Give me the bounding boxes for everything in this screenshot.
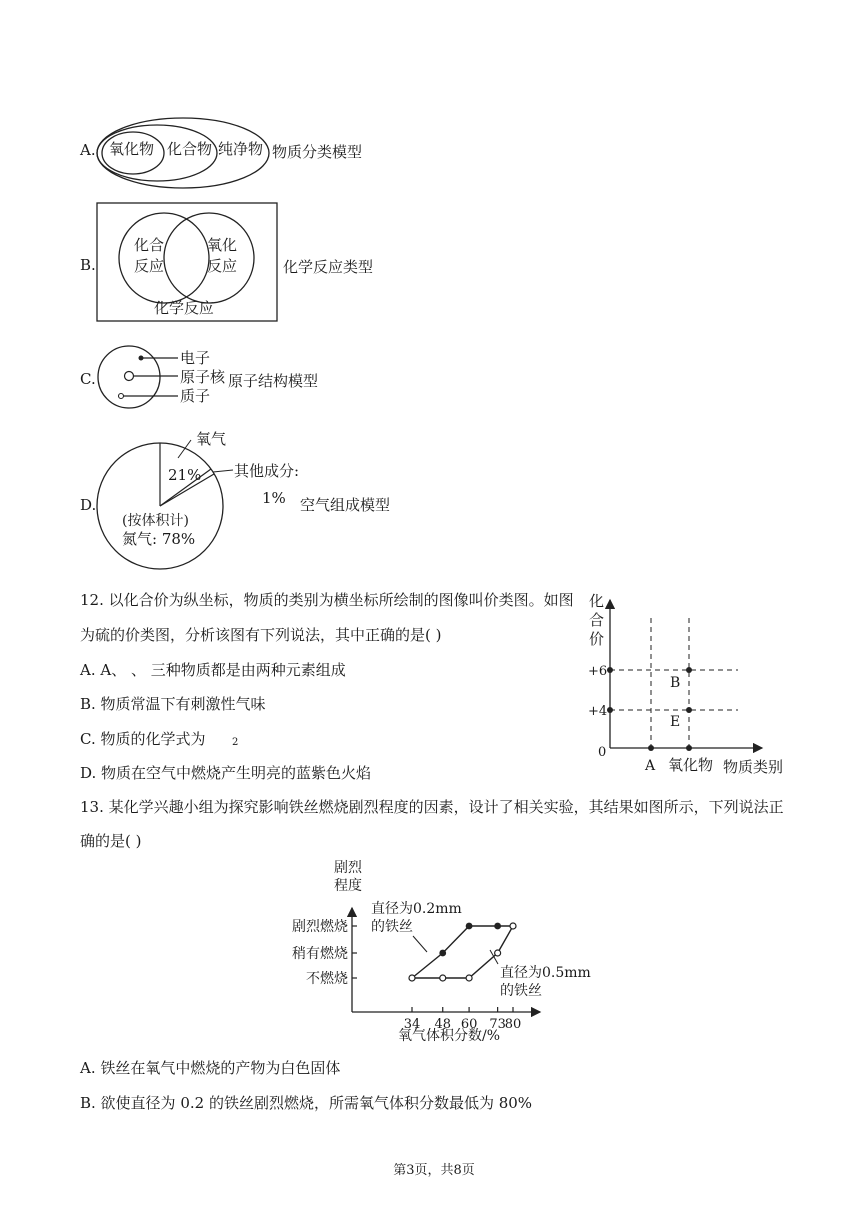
q13-y-title-line2: 程度	[334, 878, 362, 894]
q13-stem-line1: 13. 某化学兴趣小组为探究影响铁丝燃烧剧烈程度的因素，设计了相关实验，其结果如图所示，下列说法正	[80, 798, 784, 816]
q12-option-c: C. 物质的化学式为	[80, 730, 206, 748]
option-c-proton-label: 质子	[180, 387, 211, 405]
y-tick-label: 不燃烧	[306, 971, 348, 987]
q12-point-b-label: B	[670, 675, 681, 691]
q13-x-axis-title: 氧气体积分数/%	[398, 1028, 501, 1044]
x-tick-label: 60	[460, 1017, 478, 1032]
data-point	[466, 975, 472, 981]
q13-series1-label-line2: 的铁丝	[371, 919, 413, 935]
option-a-letter: A.	[80, 141, 96, 159]
option-c-electron-label: 电子	[180, 349, 211, 367]
option-d-other-pct: 1%	[262, 489, 286, 507]
q12-x-axis-title: 物质类别	[723, 758, 784, 776]
data-point	[495, 950, 501, 956]
option-d-caption: 空气组成模型	[300, 496, 391, 514]
q12-y-tick-plus6: +6	[588, 664, 608, 679]
option-b-left-line1: 化合	[134, 236, 165, 254]
q12-option-b: B. 物质常温下有刺激性气味	[80, 695, 266, 713]
x-tick-label: 48	[434, 1017, 452, 1032]
data-point	[409, 975, 415, 981]
q13-series2-label-line1: 直径为0.5mm	[500, 965, 591, 981]
option-a-middle-label: 化合物	[167, 140, 213, 158]
data-point	[494, 923, 501, 930]
data-point	[466, 923, 473, 930]
y-tick-label: 稍有燃烧	[292, 946, 348, 962]
option-a-diagram	[95, 115, 275, 193]
q13-series1-label-line1: 直径为0.2mm	[371, 901, 462, 917]
option-b-box-label: 化学反应	[154, 299, 215, 317]
data-point	[510, 923, 516, 929]
q13-series2-label-line2: 的铁丝	[500, 983, 542, 999]
q13-stem-line2: 确的是( )	[80, 832, 142, 850]
q12-y-tick-plus4: +4	[588, 704, 608, 719]
q12-x-label-oxide: 氧化物	[668, 756, 714, 774]
option-b-right-line1: 氧化	[207, 236, 238, 254]
page-footer: 第3页，共8页	[393, 1163, 475, 1178]
q12-x-label-a: A	[645, 758, 656, 774]
option-b-diagram	[96, 202, 280, 324]
option-d-other-label: 其他成分:	[234, 462, 300, 480]
x-tick-label: 80	[504, 1017, 522, 1032]
option-d-oxygen-label: 氧气	[196, 430, 227, 448]
q12-y-label-3: 价	[589, 630, 605, 648]
option-d-nitrogen-label: 氮气: 78%	[122, 530, 196, 548]
q12-stem-line2: 为硫的价类图，分析该图有下列说法，其中正确的是( )	[80, 626, 442, 644]
q12-stem-line1: 12. 以化合价为纵坐标，物质的类别为横坐标所绘制的图像叫价类图。如图	[80, 591, 574, 609]
option-d-letter: D.	[80, 496, 97, 514]
data-point	[439, 950, 446, 957]
option-d-basis-label: (按体积计)	[122, 513, 189, 529]
q13-combustion-chart	[270, 852, 610, 1048]
option-a-caption: 物质分类模型	[272, 143, 363, 161]
q12-y-tick-0: 0	[598, 745, 607, 760]
option-b-right-line2: 反应	[207, 257, 238, 275]
option-c-nucleus-label: 原子核	[180, 368, 226, 386]
option-b-caption: 化学反应类型	[283, 258, 374, 276]
x-tick-label: 73	[489, 1017, 506, 1032]
q12-y-label-2: 合	[589, 611, 605, 629]
q13-option-b: B. 欲使直径为 0.2 的铁丝剧烈燃烧，所需氧气体积分数最低为 80%	[80, 1094, 533, 1112]
option-b-left-line2: 反应	[134, 257, 165, 275]
option-d-oxygen-pct: 21%	[168, 466, 202, 484]
q12-option-d: D. 物质在空气中燃烧产生明亮的蓝紫色火焰	[80, 764, 372, 782]
option-a-outer-label: 纯净物	[218, 140, 264, 158]
option-c-letter: C.	[80, 370, 96, 388]
data-point	[440, 975, 446, 981]
q12-y-label-1: 化	[589, 592, 605, 610]
option-a-inner-label: 氧化物	[109, 140, 155, 158]
q12-option-a: A. A、 、 三种物质都是由两种元素组成	[80, 661, 346, 679]
q13-option-a: A. 铁丝在氧气中燃烧的产物为白色固体	[80, 1059, 341, 1077]
y-tick-label: 剧烈燃烧	[292, 919, 348, 935]
x-tick-label: 34	[403, 1017, 421, 1032]
q12-option-c-subscript: 2	[232, 737, 239, 748]
option-b-letter: B.	[80, 256, 96, 274]
q12-valence-graph	[586, 588, 796, 780]
option-c-caption: 原子结构模型	[228, 372, 319, 390]
q12-point-e-label: E	[670, 714, 681, 730]
q13-y-title-line1: 剧烈	[334, 860, 362, 876]
option-d-pie	[96, 428, 316, 570]
